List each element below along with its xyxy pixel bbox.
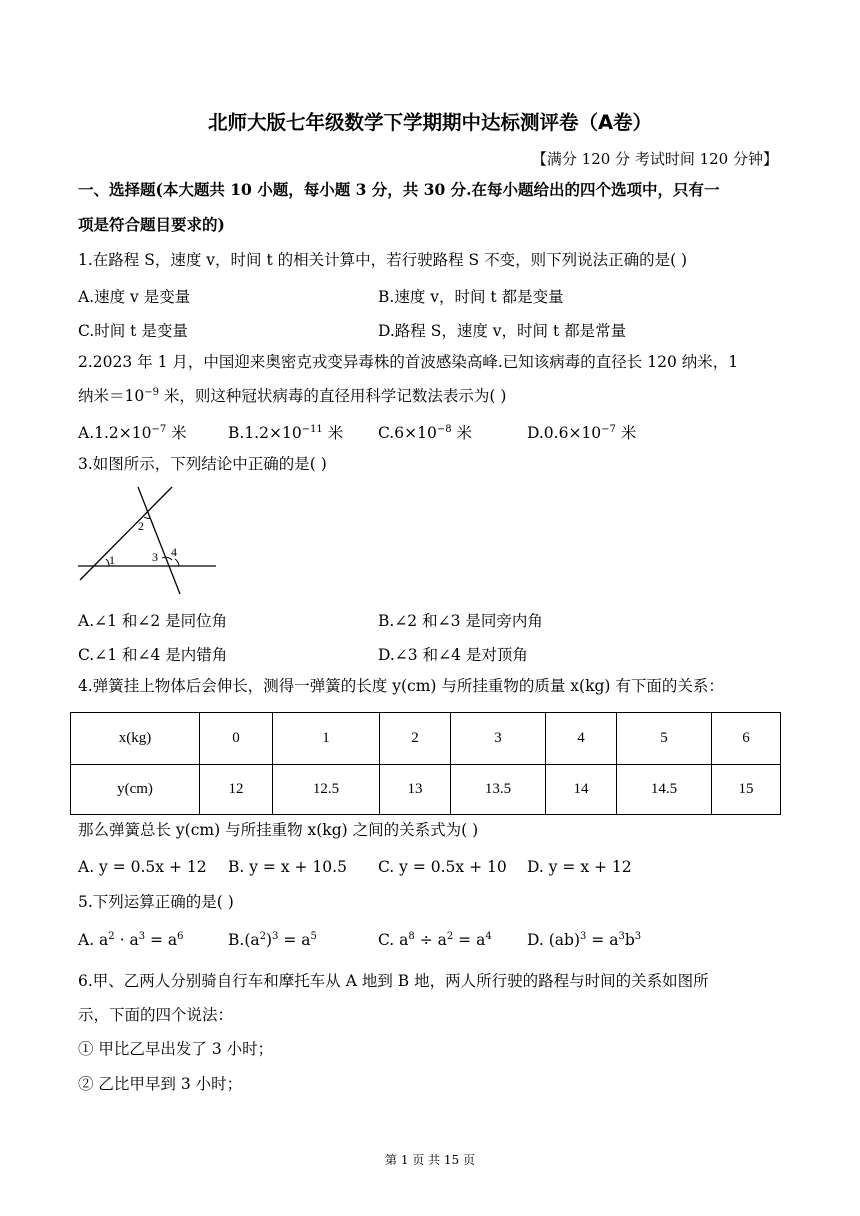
q5-option-a: A. $a^2 \cdot a^3 = a^6$ bbox=[78, 931, 184, 949]
x-cell: 3 bbox=[451, 713, 546, 765]
q1-option-c: C.时间 t 是变量 bbox=[78, 322, 188, 340]
table-row-x bbox=[71, 713, 781, 765]
section-header-line2: 项是符合题目要求的) bbox=[78, 215, 225, 234]
q1-option-b: B.速度 v，时间 t 都是变量 bbox=[378, 288, 564, 306]
q4-follow-question: 那么弹簧总长 y(cm) 与所挂重物 x(kg) 之间的关系式为( ) bbox=[78, 821, 479, 839]
x-cell: 4 bbox=[546, 713, 617, 765]
q6-stem-line2: 示，下面的四个说法： bbox=[78, 1006, 234, 1024]
x-cell: 0 bbox=[200, 713, 273, 765]
q2-option-c: $C.6\times 10^{-8}$ 米 bbox=[378, 424, 472, 442]
y-cell: 12.5 bbox=[273, 765, 380, 815]
q1-stem: 1.在路程 S，速度 v，时间 t 的相关计算中，若行驶路程 S 不变，则下列说法正确的是( ) bbox=[78, 251, 688, 269]
q4-stem: 4.弹簧挂上物体后会伸长，测得一弹簧的长度 y(cm) 与所挂重物的质量 x(kg) 有下面的关系： bbox=[78, 677, 724, 695]
q1-option-a: A.速度 v 是变量 bbox=[78, 288, 191, 306]
angle-label-2: 2 bbox=[138, 519, 144, 533]
angle-label-3: 3 bbox=[152, 550, 158, 564]
row-header-x: x(kg) bbox=[71, 713, 200, 765]
q5-stem: 5.下列运算正确的是( ) bbox=[78, 893, 234, 911]
q6-stem-line1: 6.甲、乙两人分别骑自行车和摩托车从 A 地到 B 地，两人所行驶的路程与时间的关系如图所 bbox=[78, 972, 709, 990]
q4-option-a: A. y = 0.5x + 12 bbox=[78, 858, 207, 876]
q3-angle-figure bbox=[76, 482, 220, 597]
y-cell: 13.5 bbox=[451, 765, 546, 815]
x-cell: 2 bbox=[380, 713, 451, 765]
q6-statement-1: ① 甲比乙早出发了 3 小时； bbox=[78, 1040, 274, 1058]
page-footer: 第 1 页 共 15 页 bbox=[385, 1153, 475, 1167]
section-header-line1: 一、选择题(本大题共 10 小题，每小题 3 分，共 30 分.在每小题给出的四个选项中，只有一 bbox=[78, 180, 720, 199]
angle-label-4: 4 bbox=[171, 545, 177, 559]
q4-option-c: C. y = 0.5x + 10 bbox=[378, 858, 507, 876]
y-cell: 15 bbox=[712, 765, 781, 815]
y-cell: 14 bbox=[546, 765, 617, 815]
q2-option-b: $B.1.2\times 10^{-11}$ 米 bbox=[228, 424, 344, 442]
q3-option-d: D.∠3 和∠4 是对顶角 bbox=[378, 646, 528, 664]
q5-option-b: $B.(a^2)^3 = a^5$ bbox=[228, 931, 317, 949]
q5-option-c: C. $a^8 \div a^2 = a^4$ bbox=[378, 931, 492, 949]
score-time-note: 【满分 120 分 考试时间 120 分钟】 bbox=[531, 150, 778, 168]
row-header-y: y(cm) bbox=[71, 765, 200, 815]
q1-option-d: D.路程 S，速度 v，时间 t 都是常量 bbox=[378, 322, 627, 340]
q3-option-a: A.∠1 和∠2 是同位角 bbox=[78, 612, 228, 630]
x-cell: 5 bbox=[617, 713, 712, 765]
x-cell: 6 bbox=[712, 713, 781, 765]
y-cell: 13 bbox=[380, 765, 451, 815]
x-cell: 1 bbox=[273, 713, 380, 765]
angle-label-1: 1 bbox=[109, 553, 115, 567]
q4-option-d: D. y = x + 12 bbox=[527, 858, 632, 876]
y-cell: 14.5 bbox=[617, 765, 712, 815]
angle-4-arc bbox=[175, 559, 179, 566]
page-title: 北师大版七年级数学下学期期中达标测评卷（A卷） bbox=[207, 111, 653, 134]
y-cell: 12 bbox=[200, 765, 273, 815]
q3-option-c: C.∠1 和∠4 是内错角 bbox=[78, 646, 228, 664]
q2-stem-line1: 2.2023 年 1 月，中国迎来奥密克戎变异毒株的首波感染高峰.已知该病毒的直径长 120 纳米，1 bbox=[78, 353, 739, 371]
q4-spring-table bbox=[70, 712, 781, 815]
table-row-y bbox=[71, 765, 781, 815]
q4-option-b: B. y = x + 10.5 bbox=[228, 858, 347, 876]
q2-stem-line2: 纳米$=10^{-9}$ 米，则这种冠状病毒的直径用科学记数法表示为( ) bbox=[78, 387, 507, 405]
q5-option-d: D. $(ab)^3 = a^3b^3$ bbox=[527, 931, 642, 949]
transversal-line-2 bbox=[138, 487, 180, 594]
q3-stem: 3.如图所示，下列结论中正确的是( ) bbox=[78, 455, 327, 473]
q3-option-b: B.∠2 和∠3 是同旁内角 bbox=[378, 612, 543, 630]
q2-option-d: $D.0.6\times 10^{-7}$ 米 bbox=[527, 424, 637, 442]
q6-statement-2: ② 乙比甲早到 3 小时； bbox=[78, 1075, 243, 1093]
q2-option-a: $A.1.2\times 10^{-7}$ 米 bbox=[78, 424, 187, 442]
